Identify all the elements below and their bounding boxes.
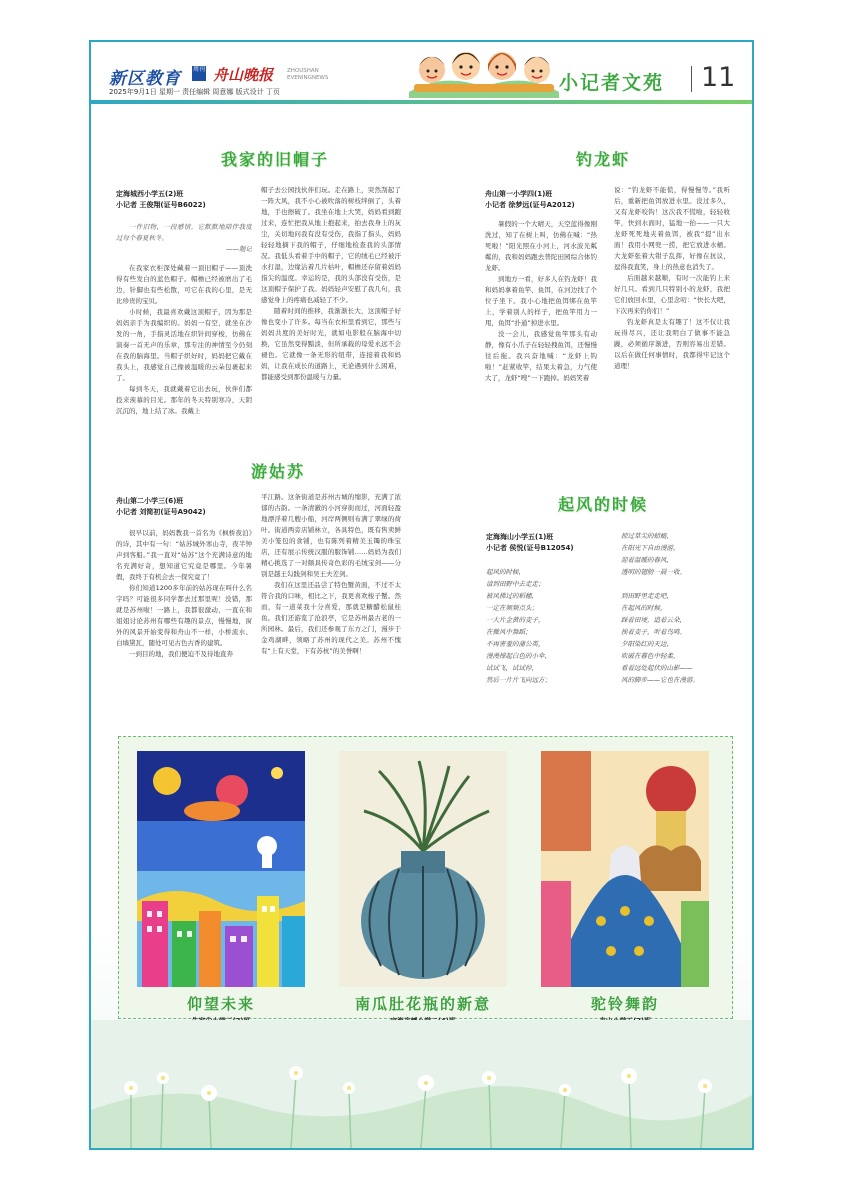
paragraph: 小时候，我最喜欢戴这顶帽子，因为那是妈妈亲手为我编织的。妈妈一有空，就坐在沙发的一角，手指灵活地在织针间穿梭，仿佛在演奏一首无声的乐章，那专注的神情至今仍刻在我的脑海里。当帽子织好时，妈妈把它戴在我头上，我感觉自己像被温暖的云朵包裹起来了。 bbox=[116, 308, 252, 382]
kid-face-3 bbox=[488, 52, 516, 80]
paragraph: 每到冬天，我就戴着它出去玩，伙伴们都投来羡慕的目光。那年的冬天特别寒冷，天阴沉沉的，地上结了冰。我戴上 bbox=[116, 385, 252, 415]
poem-line: 踩着田埂，追着云朵， bbox=[621, 616, 686, 624]
poem-line: 风的脚步——它也在漫游。 bbox=[621, 676, 699, 684]
artwork-image-vase bbox=[339, 751, 507, 987]
paragraph: 平江路。这条街道是苏州古城的缩影，充满了浓郁的古韵。一条清澈的小河穿街而过，河面轻盈地漂浮着几艘小船，河岸两侧则布满了翠绿的荷叶。街道两旁店铺林立，各具特色，既有售卖鲜美小笼包的食铺，也有陈列着精美玉镯的珠宝店，还有展示传统汉服的服饰铺……妈妈为我们精心挑选了一对颇具传奇色彩的毛绒宝剑——分别是越王勾践剑和吴王夫差剑。 bbox=[261, 493, 401, 578]
poem-line: 漫漫撑起白色的小伞， bbox=[486, 652, 551, 660]
poem-line bbox=[621, 578, 699, 590]
flower-field-decoration bbox=[91, 1020, 752, 1148]
poem-line: 请到田野中去走走； bbox=[486, 580, 545, 588]
newspaper-english-name: ZHOUSHAN EVENINGNEWS bbox=[287, 68, 329, 81]
paragraph: 在我家衣柜深处藏着一顶旧帽子——顶洗得有些发白的蓝色帽子。帽檐已经被磨出了毛边，针脚也有些松散，可它在我的心里，是无比珍贵的宝贝。 bbox=[116, 264, 252, 305]
issue-info: 2025年9月1日 星期一 责任编辑 周意娜 版式设计 丁页 bbox=[109, 88, 280, 96]
paragraph: 帽子去公园找伙伴们玩。走在路上，突然刮起了一阵大风，我不小心被吹落的树枝绊倒了，头着地，手也擦破了。我坐在地上大哭，妈妈看到跑过来，连忙把我从地上抱起来，拍去我身上的灰尘，关切地问我有没有受伤，我指了指头，妈妈轻轻地摘下我的帽子，仔细地检查我的头部情况。我低头看着手中的帽子，它的绒毛已经被汗水打湿，边缘沾着几片枯叶，帽檐还存留着妈妈指尖的温度。幸运的是，我的头部没有受伤，是这顶帽子保护了我。妈妈轻声安慰了我几句，我感觉身上的疼痛也减轻了不少。 bbox=[261, 186, 401, 304]
brand-tag: 周刊 bbox=[192, 66, 206, 81]
poem-line: 到田野里走走吧， bbox=[621, 592, 673, 600]
poem-line: 一大片金黄的麦子， bbox=[486, 616, 545, 624]
poem-stanza-2 bbox=[621, 530, 699, 686]
artwork-image-future bbox=[137, 751, 305, 987]
artwork-title: 驼铃舞韵 bbox=[590, 995, 659, 1013]
poem-line: 然后一片片飞向远方； bbox=[486, 676, 551, 684]
masthead bbox=[91, 42, 752, 104]
kid-face-1 bbox=[419, 57, 445, 83]
brand-name: 新区教育 bbox=[109, 69, 181, 89]
article-school-hat: 定海城西小学五(2)班 bbox=[116, 190, 184, 198]
poem-line: 在微风中舞蹈； bbox=[486, 628, 532, 636]
paragraph: 随着时间的推移，我渐渐长大，这顶帽子好像也变小了许多。每当在衣柜里看到它，那些与妈妈共度的美好时光，就如电影般在脑海中切换，它虽然变得黯淡，但所承载的母爱永远不会褪色。它就像一条无形的纽带，连接着我和妈妈，让我在成长的道路上，无论遇到什么困难，都能感受到那份温暖与力量。 bbox=[261, 307, 401, 381]
poem-line: 被风拂过的稻穗， bbox=[486, 592, 538, 600]
poem-line: 在阳光下自由漫游， bbox=[621, 544, 680, 552]
poem-line: 掠过草尖的蜻蜓， bbox=[621, 532, 673, 540]
article-epigraph-signature: ——题记 bbox=[226, 245, 252, 253]
header-rule bbox=[91, 100, 752, 104]
article-title-hat: 我家的旧帽子 bbox=[221, 150, 330, 169]
poem-line: 在起风的时候， bbox=[621, 604, 667, 612]
article-reporter-hat: 小记者 王俊翔(证号B6022) bbox=[116, 201, 206, 209]
paragraph: 暑假的一个大晴天，天空蓝得像刚洗过，知了在树上叫，仿佛在喊：“热死啦！”阳光照在小河上，河水波光粼粼的，我和妈妈跑去普陀田园综合体钓龙虾。 bbox=[485, 220, 597, 272]
newspaper-name: 舟山晚报 bbox=[213, 66, 274, 84]
article-body-hat-col1 bbox=[116, 222, 252, 462]
poem-line: 透明的翅膀一晨一收。 bbox=[621, 568, 686, 576]
paragraph: 钓龙虾真是太有趣了！这不仅让我玩得尽兴，还让我明白了做事不能急躁，必须循序渐进，否则容易出差错。以后在做任何事情时，我都得牢记这个道理！ bbox=[614, 318, 730, 370]
article-school-wind: 定海海山小学五(1)班 bbox=[486, 533, 554, 541]
poem-line: 夕阳染红的天边， bbox=[621, 640, 673, 648]
paragraph: 很早以前，妈妈教我一首名为《枫桥夜泊》的诗，其中有一句：“姑苏城外寒山寺，夜半钟声到客船。”我一直对“姑苏”这个充满诗意的地名充满好奇，想知道它究竟是哪里。今年暑假，我终于有机会去一探究竟了！ bbox=[116, 529, 252, 581]
artwork-title: 南瓜肚花瓶的新意 bbox=[354, 995, 491, 1013]
article-body-shrimp-col1 bbox=[485, 219, 597, 464]
article-school-gusu: 舟山第二小学三(6)班 bbox=[116, 497, 184, 505]
article-reporter-wind: 小记者 侯悦(证号B12054) bbox=[486, 544, 574, 552]
page-number: 11 bbox=[701, 62, 736, 93]
article-reporter-shrimp: 小记者 徐梦远(证号A2012) bbox=[485, 201, 575, 209]
article-title-wind: 起风的时候 bbox=[558, 495, 649, 514]
poem-line: 迎着温暖的春风， bbox=[621, 556, 673, 564]
kid-face-2 bbox=[452, 52, 480, 80]
paragraph: 说：“钓龙虾不能慌，得慢慢等。”我听后，重新把鱼饵放进水里。没过多久，又有龙虾咬钩！这次我不慌啦，轻轻收竿，快到水面时，猛地一抬——一只大龙虾死死地夹着鱼饵，被我“提”出水面！我用小网兜一捞，把它放进水桶。大龙虾张着大钳子乱挥，好像在抗议，逗得我直笑，身上的热意也消失了。 bbox=[614, 186, 730, 271]
article-body-hat-col2 bbox=[261, 185, 401, 462]
artwork-title: 仰望未来 bbox=[186, 995, 255, 1013]
article-school-shrimp: 舟山第一小学四(1)班 bbox=[485, 190, 553, 198]
article-body-gusu-col1 bbox=[116, 528, 252, 728]
paragraph: 你们知道1200多年前的姑苏现在叫什么名字吗？可能很多同学都去过那里呢！没错，那就是苏州啦！一路上，我都很激动，一直在和姐姐讨论苏州有哪些有趣的景点，慢慢地，窗外的风景开始变得和舟山不一样，小桥流水、白墙黛瓦，随处可见古色古香的建筑。 bbox=[116, 584, 252, 647]
article-body-shrimp-col2 bbox=[614, 185, 730, 465]
article-title-gusu: 游姑苏 bbox=[251, 462, 306, 481]
poem-line: 吹破在暮色中轻柔， bbox=[621, 652, 680, 660]
poem-line: 挨着麦子，听着鸟鸣。 bbox=[621, 628, 686, 636]
article-epigraph-hat: 一件旧物，一段感情。它默默地陪伴我度过每个春夏秋冬。 bbox=[116, 223, 252, 242]
article-reporter-gusu: 小记者 刘简初(证号A9042) bbox=[116, 508, 206, 516]
poem-stanza-1 bbox=[486, 566, 551, 686]
poem-line: 起风的时候， bbox=[486, 568, 525, 576]
paragraph: 后面越来越顺，有时一次能钓上来好几只。看到几只特别小的龙虾，我把它们放回水里，心里念叨：“快长大吧，下次再来钓你们！” bbox=[614, 274, 730, 315]
kids-illustration bbox=[404, 42, 564, 98]
article-title-shrimp: 钓龙虾 bbox=[576, 150, 631, 169]
poem-line: 一定在频频点头； bbox=[486, 604, 538, 612]
artwork-gallery bbox=[118, 736, 733, 1019]
poem-line: 看着远处起伏的山影—— bbox=[621, 664, 693, 672]
article-body-gusu-col2 bbox=[261, 492, 401, 728]
poem-line: 试试飞，试试停， bbox=[486, 664, 538, 672]
artwork-image-camel-dance bbox=[541, 751, 709, 987]
header-divider bbox=[691, 66, 692, 92]
page-frame bbox=[89, 40, 754, 1150]
paragraph: 到地方一看，好多人在钓龙虾！我和妈妈拿着鱼竿、鱼饵，在河边找了个位子坐下。我小心地把鱼饵绑在鱼竿上，学着别人的样子，把鱼竿用力一甩，鱼饵“扑通”掉进水里。 bbox=[485, 275, 597, 327]
kid-face-4 bbox=[524, 57, 550, 83]
paragraph: 一到目的地，我们便迫不及待地直奔 bbox=[129, 650, 233, 658]
poem-line: 不再害羞的蒲公英， bbox=[486, 640, 545, 648]
paragraph: 没一会儿，我感觉鱼竿那头有动静，像有小爪子在轻轻拽鱼饵，还慢慢往后拖。我兴奋地喊：“龙虾上钩啦！”赶紧收竿，结果太着急，力气使大了，龙虾“嗖”一下跑掉。妈妈笑着 bbox=[485, 330, 597, 382]
paragraph: 我们在这里还品尝了特色蟹黄面，不过不太符合我的口味，相比之下，我更喜欢梭子蟹。然而，有一道菜我十分喜爱，那就是糖醋松鼠桂鱼。我们还游览了沧浪亭，它是苏州最古老的一所园林。最后，我们还参观了东方之门，漫步于金鸡湖畔，领略了苏州的现代之美。苏州不愧有“上有天堂，下有苏杭”的美誉啊！ bbox=[261, 581, 401, 655]
section-title: 小记者文苑 bbox=[559, 72, 665, 94]
